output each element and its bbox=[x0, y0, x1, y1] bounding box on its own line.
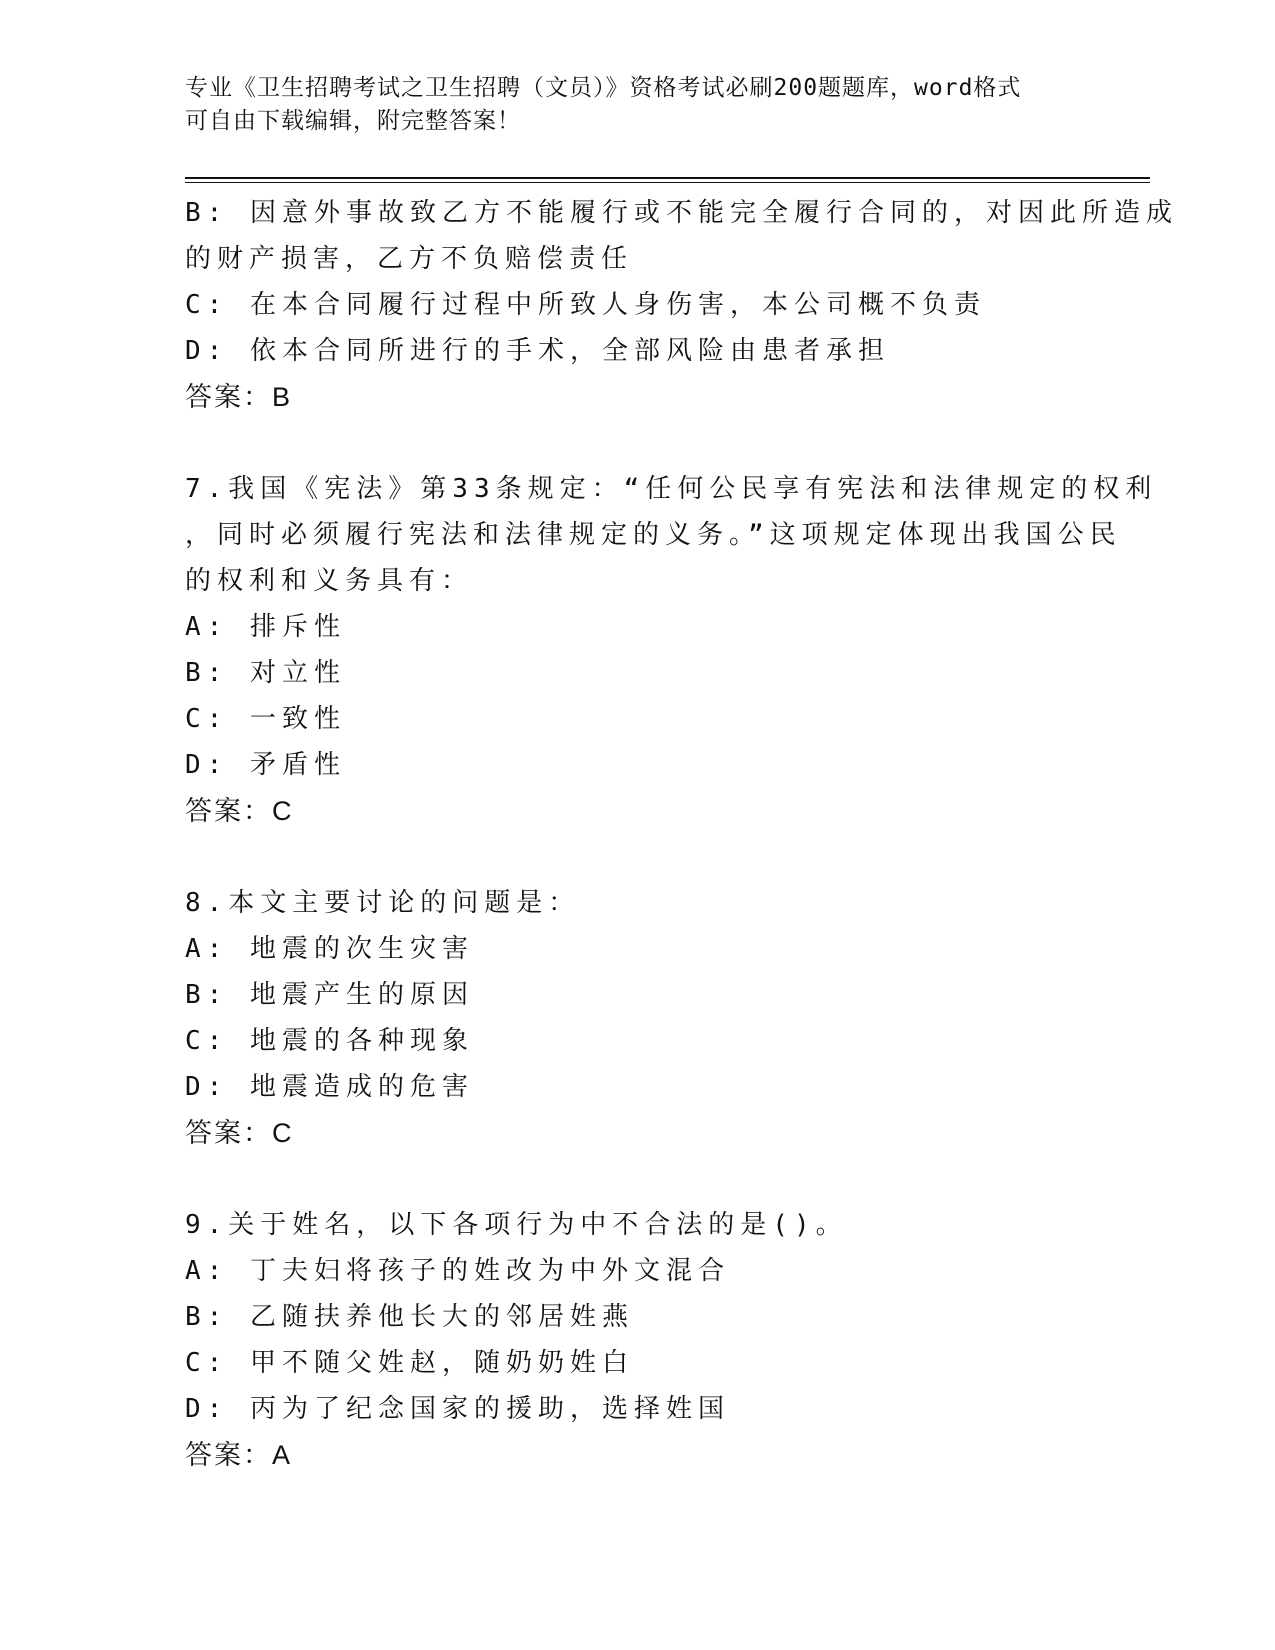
document-header bbox=[185, 72, 1085, 138]
q8-stem: 8.本文主要讨论的问题是： bbox=[185, 888, 581, 918]
q6-answer: 答案：B bbox=[185, 382, 293, 412]
q6-option-b-line-2: 的财产损害，乙方不负赔偿责任 bbox=[185, 244, 634, 274]
q9-answer: 答案：A bbox=[185, 1440, 293, 1470]
q9-stem: 9.关于姓名，以下各项行为中不合法的是()。 bbox=[185, 1210, 848, 1240]
q7-option-d: D: 矛盾性 bbox=[185, 750, 346, 780]
question-list bbox=[185, 190, 1185, 1478]
q7-option-a: A: 排斥性 bbox=[185, 612, 346, 642]
q7-stem-line-2: ，同时必须履行宪法和法律规定的义务。”这项规定体现出我国公民 bbox=[185, 520, 1122, 550]
spacer bbox=[185, 834, 1185, 880]
q8-option-d: D: 地震造成的危害 bbox=[185, 1072, 474, 1102]
spacer bbox=[185, 420, 1185, 466]
question-9 bbox=[185, 1202, 1185, 1478]
q9-option-d: D: 丙为了纪念国家的援助，选择姓国 bbox=[185, 1394, 730, 1424]
q7-stem-line-1: 7.我国《宪法》第33条规定：“任何公民享有宪法和法律规定的权利 bbox=[185, 474, 1158, 504]
question-8 bbox=[185, 880, 1185, 1156]
q9-option-a: A: 丁夫妇将孩子的姓改为中外文混合 bbox=[185, 1256, 730, 1286]
header-line-1: 专业《卫生招聘考试之卫生招聘（文员）》资格考试必刷200题题库，word格式 bbox=[185, 75, 1022, 101]
header-line-2: 可自由下载编辑，附完整答案！ bbox=[185, 108, 521, 134]
q6-option-d: D: 依本合同所进行的手术，全部风险由患者承担 bbox=[185, 336, 890, 366]
q7-stem-line-3: 的权利和义务具有： bbox=[185, 566, 474, 596]
q7-answer: 答案：C bbox=[185, 796, 294, 826]
question-7 bbox=[185, 466, 1185, 834]
spacer bbox=[185, 1156, 1185, 1202]
q9-option-b: B: 乙随扶养他长大的邻居姓燕 bbox=[185, 1302, 634, 1332]
q7-option-c: C: 一致性 bbox=[185, 704, 346, 734]
q6-option-c: C: 在本合同履行过程中所致人身伤害，本公司概不负责 bbox=[185, 290, 986, 320]
question-6 bbox=[185, 190, 1185, 420]
q6-option-b-line-1: B: 因意外事故致乙方不能履行或不能完全履行合同的，对因此所造成 bbox=[185, 198, 1178, 228]
q9-option-c: C: 甲不随父姓赵，随奶奶姓白 bbox=[185, 1348, 634, 1378]
header-divider bbox=[185, 177, 1150, 183]
q7-option-b: B: 对立性 bbox=[185, 658, 346, 688]
q8-option-c: C: 地震的各种现象 bbox=[185, 1026, 474, 1056]
q8-answer: 答案：C bbox=[185, 1118, 294, 1148]
q8-option-a: A: 地震的次生灾害 bbox=[185, 934, 474, 964]
q8-option-b: B: 地震产生的原因 bbox=[185, 980, 474, 1010]
